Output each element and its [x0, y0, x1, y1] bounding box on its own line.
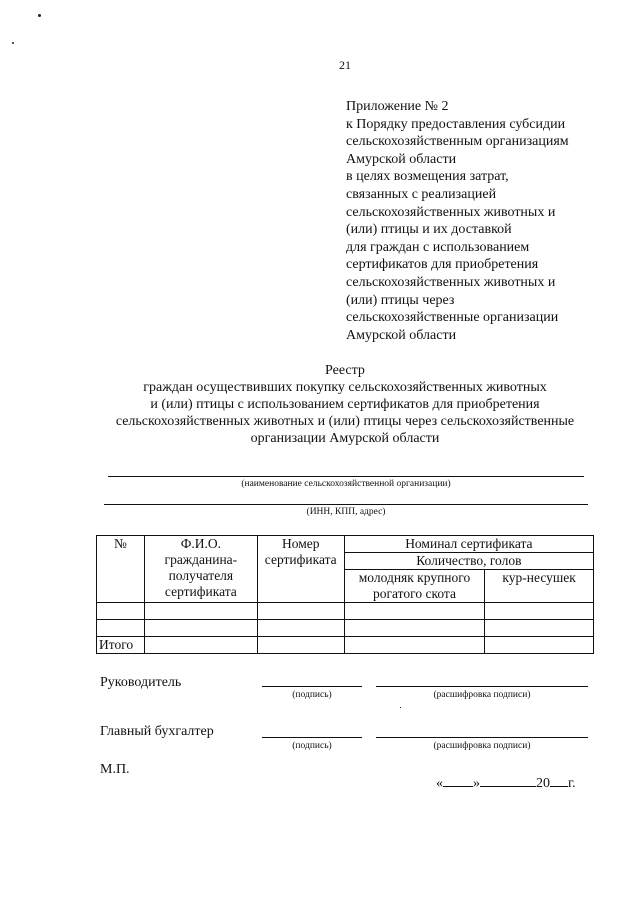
header-fio-line: Ф.И.О.: [180, 536, 221, 551]
appendix-line: сельскохозяйственным организациям: [346, 134, 569, 150]
head-decoding-caption: (расшифровка подписи): [433, 690, 531, 700]
header-certificate-number: [257, 536, 344, 603]
table-cell: [97, 620, 145, 637]
appendix-line: сельскохозяйственных животных и: [346, 274, 556, 290]
registry-title: Реестр: [325, 363, 365, 378]
date-day-blank: [443, 774, 473, 787]
registry-subtitle-line: и (или) птицы с использованием сертификатов для приобретения: [150, 397, 540, 412]
appendix-line: сельскохозяйственных животных и: [346, 204, 556, 220]
inn-line: [104, 504, 588, 505]
registry-table: [96, 535, 594, 654]
table-cell: [257, 637, 344, 654]
table-cell: [144, 637, 257, 654]
org-name-line: [108, 476, 584, 477]
registry-heading: [90, 362, 600, 447]
appendix-line: Амурской области: [346, 151, 457, 167]
table-cell: [257, 620, 344, 637]
scan-speck: [400, 707, 401, 708]
table-cell: [344, 637, 485, 654]
registry-subtitle-line: организации Амурской области: [250, 431, 440, 446]
head-signature-caption: (подпись): [292, 690, 332, 700]
scan-speck: [12, 42, 14, 44]
page-number: 21: [339, 58, 351, 72]
appendix-line: сертификатов для приобретения: [346, 257, 539, 273]
table-cell: [97, 603, 145, 620]
accountant-signature-caption: (подпись): [292, 741, 332, 751]
table-header-row: [97, 536, 594, 553]
inn-caption: (ИНН, КПП, адрес): [306, 507, 386, 517]
head-signature-line: [262, 686, 362, 687]
appendix-heading: [346, 98, 626, 344]
appendix-line: (или) птицы через: [346, 292, 455, 308]
appendix-line: (или) птицы и их доставкой: [346, 222, 512, 238]
table-total-row: [97, 637, 594, 654]
header-hens: кур-несушек: [485, 570, 594, 603]
date-year-suffix: г.: [568, 776, 576, 791]
header-cattle: [344, 570, 485, 603]
header-fio-line: гражданина-: [164, 552, 238, 567]
date-line: [436, 774, 576, 792]
table-cell: [257, 603, 344, 620]
appendix-line: к Порядку предоставления субсидии: [346, 116, 566, 132]
total-label: Итого: [97, 637, 145, 654]
header-number: №: [97, 536, 145, 603]
table-cell: [485, 637, 594, 654]
org-name-caption: (наименование сельскохозяйственной организации): [241, 479, 451, 489]
table-row: [97, 603, 594, 620]
accountant-decoding-line: [376, 737, 588, 738]
appendix-line: связанных с реализацией: [346, 186, 497, 202]
head-label: Руководитель: [100, 675, 182, 690]
header-cattle-line: молодняк крупного: [358, 570, 471, 585]
table-cell: [485, 620, 594, 637]
appendix-line: Амурской области: [346, 327, 457, 343]
date-month-blank: [480, 774, 536, 787]
header-cattle-line: рогатого скота: [372, 586, 456, 601]
registry-subtitle-line: граждан осуществивших покупку сельскохозяйственных животных: [143, 380, 547, 395]
date-year-blank: [550, 774, 568, 787]
scan-speck: [38, 14, 41, 17]
appendix-line: сельскохозяйственные организации: [346, 310, 559, 326]
table-cell: [344, 620, 485, 637]
appendix-line: Приложение № 2: [346, 99, 449, 114]
appendix-line: в целях возмещения затрат,: [346, 169, 509, 185]
accountant-decoding-caption: (расшифровка подписи): [433, 741, 531, 751]
date-year-prefix: 20: [536, 776, 550, 791]
date-open-quote: «: [436, 776, 443, 791]
header-fio-line: сертификата: [164, 584, 237, 599]
appendix-line: для граждан с использованием: [346, 239, 530, 255]
table-row: [97, 620, 594, 637]
header-fio: [144, 536, 257, 603]
accountant-signature-line: [262, 737, 362, 738]
registry-subtitle-line: сельскохозяйственных животных и (или) птицы через сельскохозяйственные: [115, 414, 575, 429]
head-decoding-line: [376, 686, 588, 687]
header-nominal: Номинал сертификата: [344, 536, 593, 553]
table-cell: [485, 603, 594, 620]
header-fio-line: получателя: [168, 568, 234, 583]
table-cell: [144, 620, 257, 637]
header-cert-line: Номер: [281, 536, 320, 551]
header-cert-line: сертификата: [264, 552, 337, 567]
header-quantity: Количество, голов: [344, 553, 593, 570]
table-cell: [344, 603, 485, 620]
table-cell: [144, 603, 257, 620]
stamp-label: М.П.: [100, 762, 130, 777]
date-close-quote: »: [473, 776, 480, 791]
accountant-label: Главный бухгалтер: [100, 724, 214, 739]
